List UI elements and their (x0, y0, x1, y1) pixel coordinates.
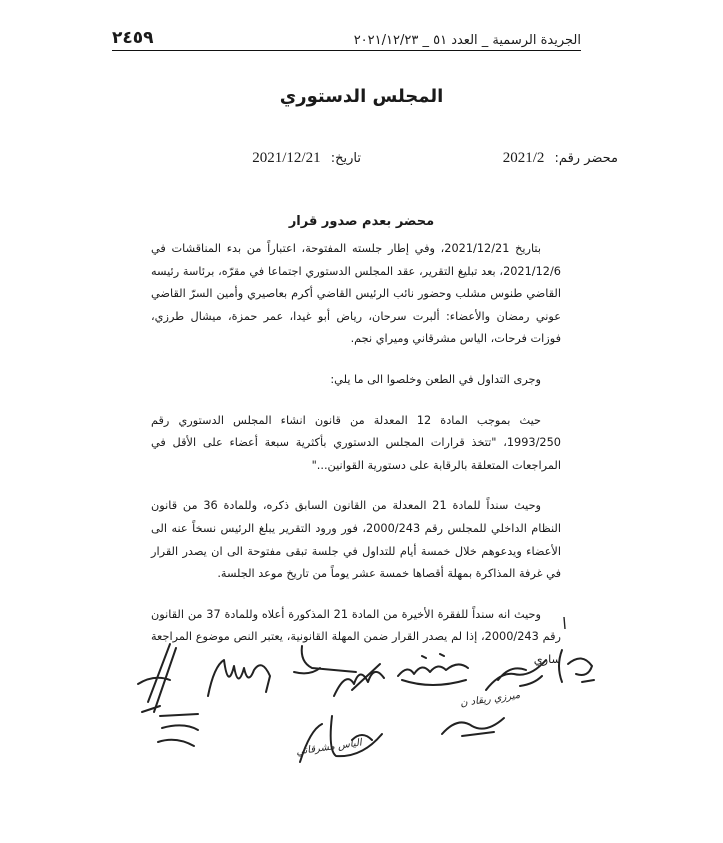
paragraph-session: بتاريخ 2021/12/21، وفي إطار جلسته المفتوحة، اعتباراً من بدء المناقشات في 2021/12/6، بعد تبليغ التقرير، عقد المجلس الدستوري اجتماعا في مقرّه، برئاسة رئيسه القاضي طنوس مشلب وحضور نائب الرئيس القاضي أكرم بعاصيري وأمين السرّ القاضي عوني رمضان والأعضاء: ألبرت سرحان، رياض أبو غيدا، عمر حمزة، ميشال طرزي، فوزات فرحات، الياس مشرقاني وميراي نجم. (151, 242, 561, 346)
stray-mark (562, 616, 568, 630)
signature-6 (480, 650, 550, 694)
record-number (503, 150, 618, 167)
signature-1 (130, 640, 178, 718)
signature-7 (552, 644, 598, 688)
signature-name-2: الياس مشرقاني (295, 737, 363, 758)
signature-8 (154, 708, 204, 750)
signature-9 (292, 710, 388, 766)
paragraph-deliberation: وجرى التداول في الطعن وخلصوا الى ما يلي: (330, 372, 541, 386)
signature-5 (392, 650, 472, 690)
page-number: ٢٤٥٩ (112, 28, 154, 48)
record-number-label: محضر رقم: (554, 151, 618, 166)
paragraph-article-12: حيث بموجب المادة 12 المعدلة من قانون انشاء المجلس الدستوري رقم 1993/250، "تتخذ قرارات المجلس الدستوري بأكثرية سبعة أعضاء على الأقل في المراجعات المتعلقة بالرقابة على دستورية القوانين..." (151, 413, 561, 472)
signature-2 (204, 646, 274, 704)
record-date-label: تاريخ: (330, 151, 361, 166)
signature-name-1: ميرزي ريقاد ن (459, 689, 521, 710)
gazette-header (112, 22, 581, 48)
paragraph-article-37: وحيث انه سنداً للفقرة الأخيرة من المادة 21 المذكورة أعلاه وللمادة 37 من القانون رقم 2000/243، إذا لم يصدر القرار ضمن المهلة القانونية، يعتبر النص موضوع المراجعة ساري (151, 607, 561, 666)
paragraph-article-21: وحيث سنداً للمادة 21 المعدلة من القانون السابق ذكره، وللمادة 36 من قانون النظام الداخلي للمجلس رقم 2000/243، فور ورود التقرير يبلغ الرئيس نسخاً عنه الى الأعضاء ويدعوهم خلال خمسة أيام للتداول في جلسة تبقى مفتوحة الى ان يصدر القرار في غرفة المذاكرة بمهلة أقصاها خمسة عشر يوماً من تاريخ موعد الجلسة. (151, 499, 562, 581)
document-subtitle: محضر بعدم صدور قرار (288, 214, 435, 229)
signature-4 (332, 660, 388, 700)
record-date-value: 2021/12/21 (252, 150, 321, 166)
gazette-issue-info: الجريدة الرسمية _ العدد ٥١ _ ٢٠٢١/١٢/٢٣ (353, 33, 581, 48)
signatures-block (120, 640, 600, 770)
record-number-value: 2021/2 (502, 150, 545, 166)
signature-10 (438, 706, 508, 740)
page-title: المجلس الدستوري (279, 86, 444, 107)
document-body (151, 238, 561, 678)
record-date (252, 150, 361, 167)
header-divider (112, 50, 581, 51)
